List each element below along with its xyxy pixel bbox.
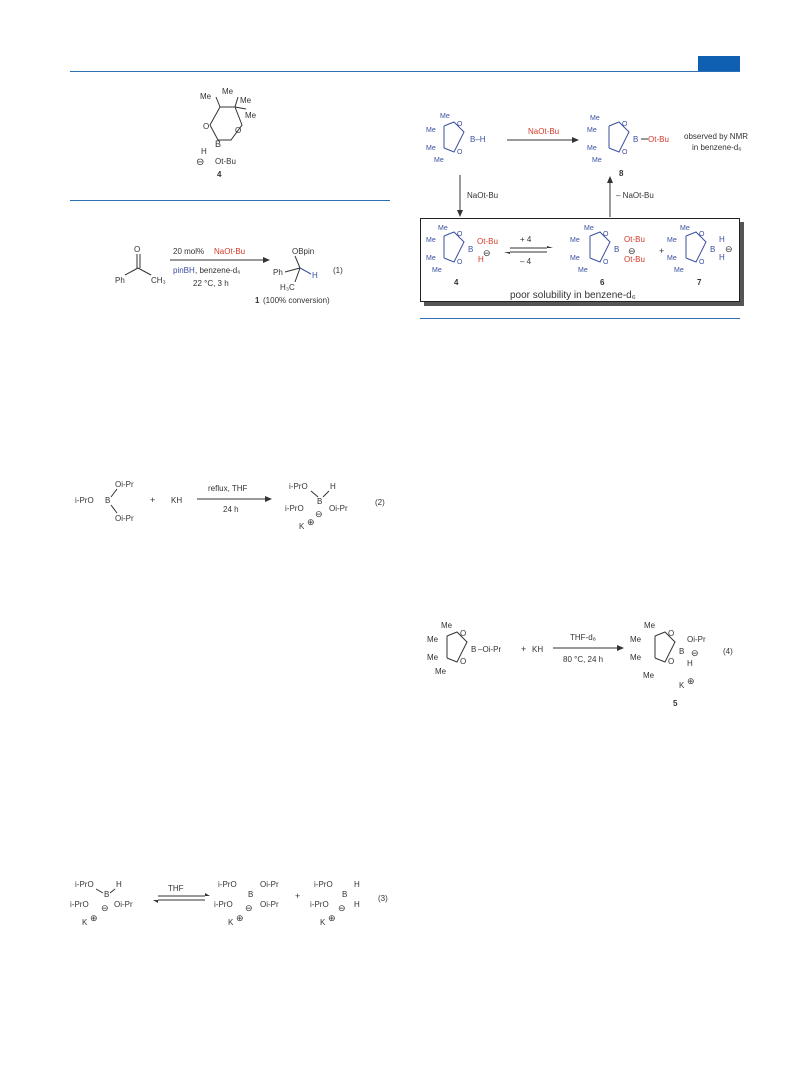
equation-label: (2) [375,498,385,507]
me-label: Me [644,621,656,630]
atom-b: B [342,890,348,899]
section-rule [70,200,390,201]
ch3-label: CH₃ [151,276,166,285]
plus-charge-icon: ⊕ [307,517,315,527]
me-label: Me [245,111,257,120]
condition-base: NaOt-Bu [214,247,246,256]
atom-b: B [614,245,620,254]
compound-number: 4 [454,278,459,287]
otbu-label: Ot-Bu [477,237,498,246]
k-label: K [679,681,685,690]
plus-charge-icon: ⊕ [687,676,695,686]
oipr-label: Oi-Pr [260,880,279,889]
me-label: Me [592,157,602,164]
h-label: H [330,482,336,491]
equilibrium-plus: + 4 [520,235,532,244]
product-number: 1 [255,296,260,305]
compound-4-structure [190,85,270,179]
me-label: Me [570,237,580,244]
plus-charge-icon: ⊕ [90,913,98,923]
atom-o: O [457,121,463,128]
me-label: Me [427,653,439,662]
me-label: Me [426,127,436,134]
me-label: Me [587,127,597,134]
ph-label: Ph [273,268,283,277]
me-label: Me [578,267,588,274]
me-label: Me [630,653,642,662]
minus-charge-icon: ⊖ [338,903,346,913]
ipro-label: i-PrO [285,504,304,513]
atom-o: O [134,245,141,254]
compound-number: 8 [619,169,624,178]
page-badge [698,56,740,71]
me-label: Me [587,145,597,152]
atom-b: B [471,645,477,654]
nmr-note: observed by NMR [684,132,749,141]
atom-b: B [633,135,639,144]
kh-label: KH [171,496,183,505]
oipr-label: Oi-Pr [115,514,134,523]
h-label: H [354,880,360,889]
atom-o: O [622,121,628,128]
compound-number: 6 [600,278,605,287]
atom-b: B [679,647,685,656]
atom-b: B [248,890,254,899]
otbu-label: Ot-Bu [624,255,645,264]
minus-charge-icon: ⊖ [483,248,491,258]
me-label: Me [426,255,436,262]
plus-charge-icon: ⊕ [328,913,336,923]
condition-pinbh: pinBH [173,266,195,275]
h-label: H [478,255,484,264]
atom-b: B [710,245,716,254]
equation-4 [425,618,740,713]
minus-charge-icon: ⊖ [628,246,636,256]
plus-sign: + [659,246,665,256]
ipro-label: i-PrO [310,900,329,909]
condition-bottom: 80 °C, 24 h [563,655,604,664]
me-label: Me [434,157,444,164]
arrow-reagent: NaOt-Bu [467,191,499,200]
atom-o: O [603,231,609,238]
equation-label: (1) [333,266,343,275]
me-label: Me [570,255,580,262]
header-rule [70,71,740,72]
equilibrium-minus: – 4 [520,257,532,266]
me-label: Me [435,667,447,676]
me-label: Me [667,255,677,262]
k-label: K [299,522,305,531]
atom-o: O [460,657,467,666]
me-label: Me [680,225,690,232]
h-label: H [116,880,122,889]
atom-o: O [457,149,463,156]
me-label: Me [590,115,600,122]
me-label: Me [667,237,677,244]
k-label: K [228,918,234,927]
atom-o: O [460,629,467,638]
ipro-label: i-PrO [75,880,94,889]
obpin-label: OBpin [292,247,315,256]
ipro-label: i-PrO [214,900,233,909]
equation-2 [75,475,395,545]
minus-charge-icon: ⊖ [101,903,109,913]
conversion-caption: (100% conversion) [263,296,330,305]
oipr-label: Oi-Pr [329,504,348,513]
ipro-label: i-PrO [75,496,94,505]
atom-o: O [457,259,463,266]
atom-o: O [668,629,675,638]
atom-b: B [468,245,474,254]
equation-label: (3) [378,894,388,903]
plus-sign: + [521,644,527,654]
condition-mol: 20 mol% [173,247,205,256]
atom-o: O [699,231,705,238]
me-label: Me [584,225,594,232]
oipr-label: –Oi-Pr [478,645,502,654]
equation-label: (4) [723,647,733,656]
me-label: Me [438,225,448,232]
plus-sign: + [150,495,156,505]
plus-sign: + [295,891,301,901]
h-label: H [312,271,318,280]
h-label: H [354,900,360,909]
atom-o: O [622,149,628,156]
me-label: Me [426,145,436,152]
arrow-reagent: – NaOt-Bu [616,191,654,200]
oipr-label: Oi-Pr [260,900,279,909]
h-label: H [719,253,725,262]
otbu-label: Ot-Bu [648,135,669,144]
ipro-label: i-PrO [218,880,237,889]
k-label: K [320,918,326,927]
minus-charge-icon: ⊖ [691,648,699,658]
bh-label: B–H [470,135,486,144]
atom-b: B [317,497,323,506]
oipr-label: Oi-Pr [114,900,133,909]
atom-b: B [215,139,222,149]
compound-number: 7 [697,278,702,287]
atom-o: O [603,259,609,266]
equation-3 [70,873,395,933]
scheme-rule [420,318,740,319]
minus-charge-icon: ⊖ [196,157,205,168]
arrow-reagent: NaOt-Bu [528,127,560,136]
me-label: Me [427,635,439,644]
compound-number: 4 [217,170,222,179]
me-label: Me [240,96,252,105]
me-label: Me [643,671,655,680]
otbu-label: Ot-Bu [624,235,645,244]
compound-number: 5 [673,699,678,708]
me-label: Me [432,267,442,274]
h-label: H [687,659,693,668]
equation-1 [115,240,390,315]
kh-label: KH [532,645,544,654]
scheme-vertical-arrows [450,175,670,220]
ph-label: Ph [115,276,125,285]
atom-otbu: Ot-Bu [215,157,236,166]
minus-charge-icon: ⊖ [725,244,733,254]
me-label: Me [674,267,684,274]
h3c-label: H₃C [280,283,295,292]
atom-b: B [104,890,110,899]
atom-o: O [457,231,463,238]
me-label: Me [222,87,234,96]
condition-top: THF-d₈ [570,633,596,642]
minus-charge-icon: ⊖ [245,903,253,913]
minus-charge-icon: ⊖ [315,509,323,519]
me-label: Me [200,92,212,101]
atom-o: O [668,657,675,666]
atom-o: O [203,122,210,131]
condition-bottom: 24 h [223,505,239,514]
oipr-label: Oi-Pr [115,480,134,489]
atom-o: O [235,126,242,135]
scheme-box-contents [422,220,740,302]
condition: THF [168,884,184,893]
box-caption: poor solubility in benzene-d₆ [510,290,636,301]
ipro-label: i-PrO [289,482,308,491]
h-label: H [719,235,725,244]
me-label: Me [441,621,453,630]
me-label: Me [630,635,642,644]
scheme-top-row [422,108,749,183]
ipro-label: i-PrO [70,900,89,909]
ipro-label: i-PrO [314,880,333,889]
k-label: K [82,918,88,927]
me-label: Me [426,237,436,244]
oipr-label: Oi-Pr [687,635,706,644]
atom-o: O [699,259,705,266]
condition-top: reflux, THF [208,484,248,493]
atom-h: H [201,147,207,156]
me-label: Me [440,113,450,120]
condition-temp: 22 °C, 3 h [193,279,229,288]
plus-charge-icon: ⊕ [236,913,244,923]
atom-b: B [105,496,111,505]
nmr-note: in benzene-d₆ [692,143,742,152]
condition-solvent: , benzene-d₆ [195,266,241,275]
